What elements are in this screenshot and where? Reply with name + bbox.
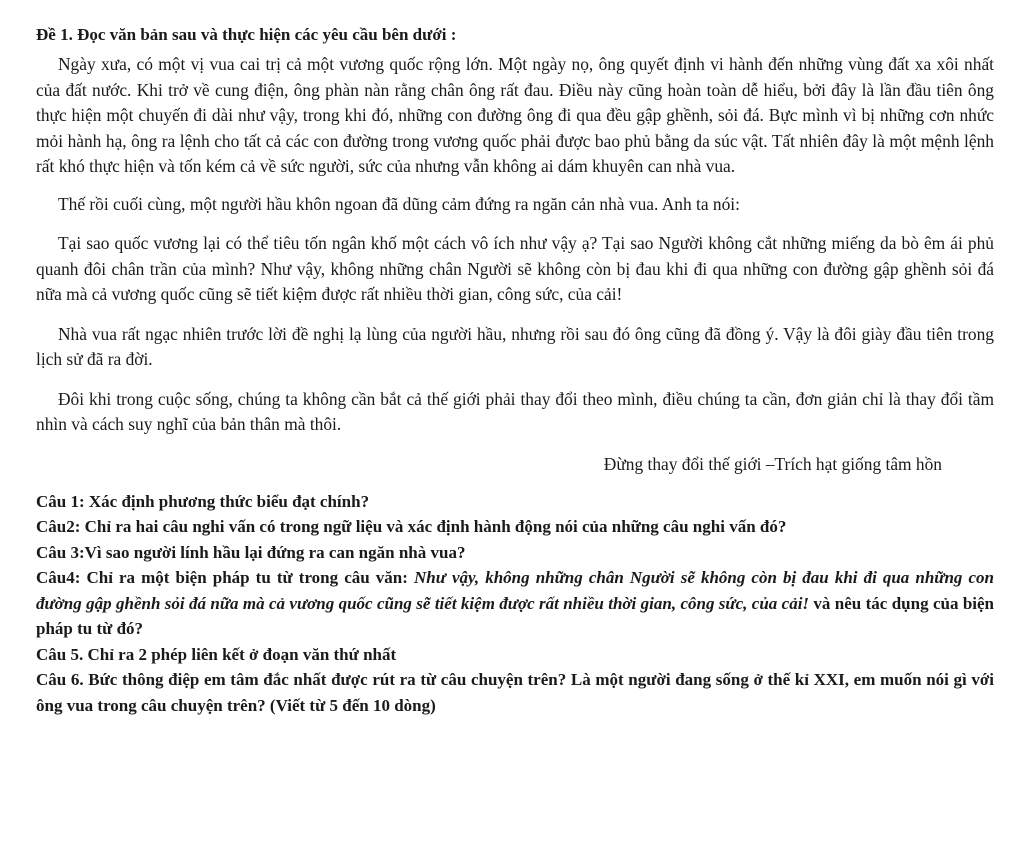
question-list — [36, 489, 994, 719]
question-3: Câu 3:Vì sao người lính hầu lại đứng ra can ngăn nhà vua? — [36, 542, 466, 562]
story-paragraph-4: Nhà vua rất ngạc nhiên trước lời đề nghị lạ lùng của người hầu, nhưng rồi sau đó ông cũng đã đồng ý. Vậy là đôi giày đầu tiên trong lịch sử đã ra đời. — [36, 323, 994, 369]
question-2: Câu2: Chỉ ra hai câu nghi vấn có trong ngữ liệu và xác định hành động nói của những câu nghi vấn đó? — [36, 517, 787, 536]
question-5: Câu 5. Chỉ ra 2 phép liên kết ở đoạn văn thứ nhất — [36, 644, 397, 664]
question-1: Câu 1: Xác định phương thức biểu đạt chính? — [36, 491, 370, 511]
exam-heading: Đề 1. Đọc văn bản sau và thực hiện các yêu cầu bên dưới : — [36, 25, 457, 44]
story-paragraph-3: Tại sao quốc vương lại có thể tiêu tốn ngân khố một cách vô ích như vậy ạ? Tại sao Người không cắt những miếng da bò êm ái phủ quanh đôi chân trần của mình? Như vậy, không những chân Người sẽ không còn bị đau khi đi qua những con đường gập ghềnh sỏi đá nữa mà cả vương quốc cũng sẽ tiết kiệm được rất nhiều thời gian, công sức, của cải! — [36, 233, 994, 304]
story-paragraph-2: Thế rồi cuối cùng, một người hầu khôn ngoan đã dũng cảm đứng ra ngăn cản nhà vua. Anh ta nói: — [58, 193, 740, 214]
story-paragraph-5: Đôi khi trong cuộc sống, chúng ta không cần bắt cả thế giới phải thay đổi theo mình, điều chúng ta cần, đơn giản chỉ là thay đổi tầm nhìn và cách suy nghĩ của bản thân mà thôi. — [36, 388, 994, 434]
question-4-suffix: và nêu tác dụng của biện pháp tu từ đó? — [36, 593, 994, 638]
story-paragraph-1: Ngày xưa, có một vị vua cai trị cả một vương quốc rộng lớn. Một ngày nọ, ông quyết định vi hành đến những vùng đất xa xôi nhất của đất nước. Khi trở về cung điện, ông phàn nàn rằng chân ông rất đau. Điều này cũng hoàn toàn dễ hiểu, bởi đây là lần đầu tiên ông thực hiện một chuyến đi dài như vậy, trong khi đó, những con đường ông đi qua đều gập ghềnh, sỏi đá. Bực mình vì bị những cơn nhức mỏi hành hạ, ông ra lệnh cho tất cả các con đường trong vương quốc phải được bao phủ bằng da súc vật. Tất nhiên đây là một mệnh lệnh rất khó thực hiện và tốn kém cả về sức người, sức của nhưng vẫn không ai dám khuyên can nhà vua. — [36, 54, 994, 176]
question-4-quote: Như vậy, không những chân Người sẽ không còn bị đau khi đi qua những con đường gập ghềnh sỏi đá nữa mà cả vương quốc cũng sẽ tiết kiệm được rất nhiều thời gian, công sức, của cải! — [36, 568, 994, 613]
question-4-prefix: Câu4: Chỉ ra một biện pháp tu từ trong câu văn: — [36, 568, 414, 587]
question-4 — [36, 565, 994, 642]
question-6: Câu 6. Bức thông điệp em tâm đắc nhất được rút ra từ câu chuyện trên? Là một người đang sống ở thế kỉ XXI, em muốn nói gì với ông vua trong câu chuyện trên? (Viết từ 5 đến 10 dòng) — [36, 670, 994, 715]
source-citation: Đừng thay đổi thế giới –Trích hạt giống tâm hồn — [603, 453, 942, 474]
